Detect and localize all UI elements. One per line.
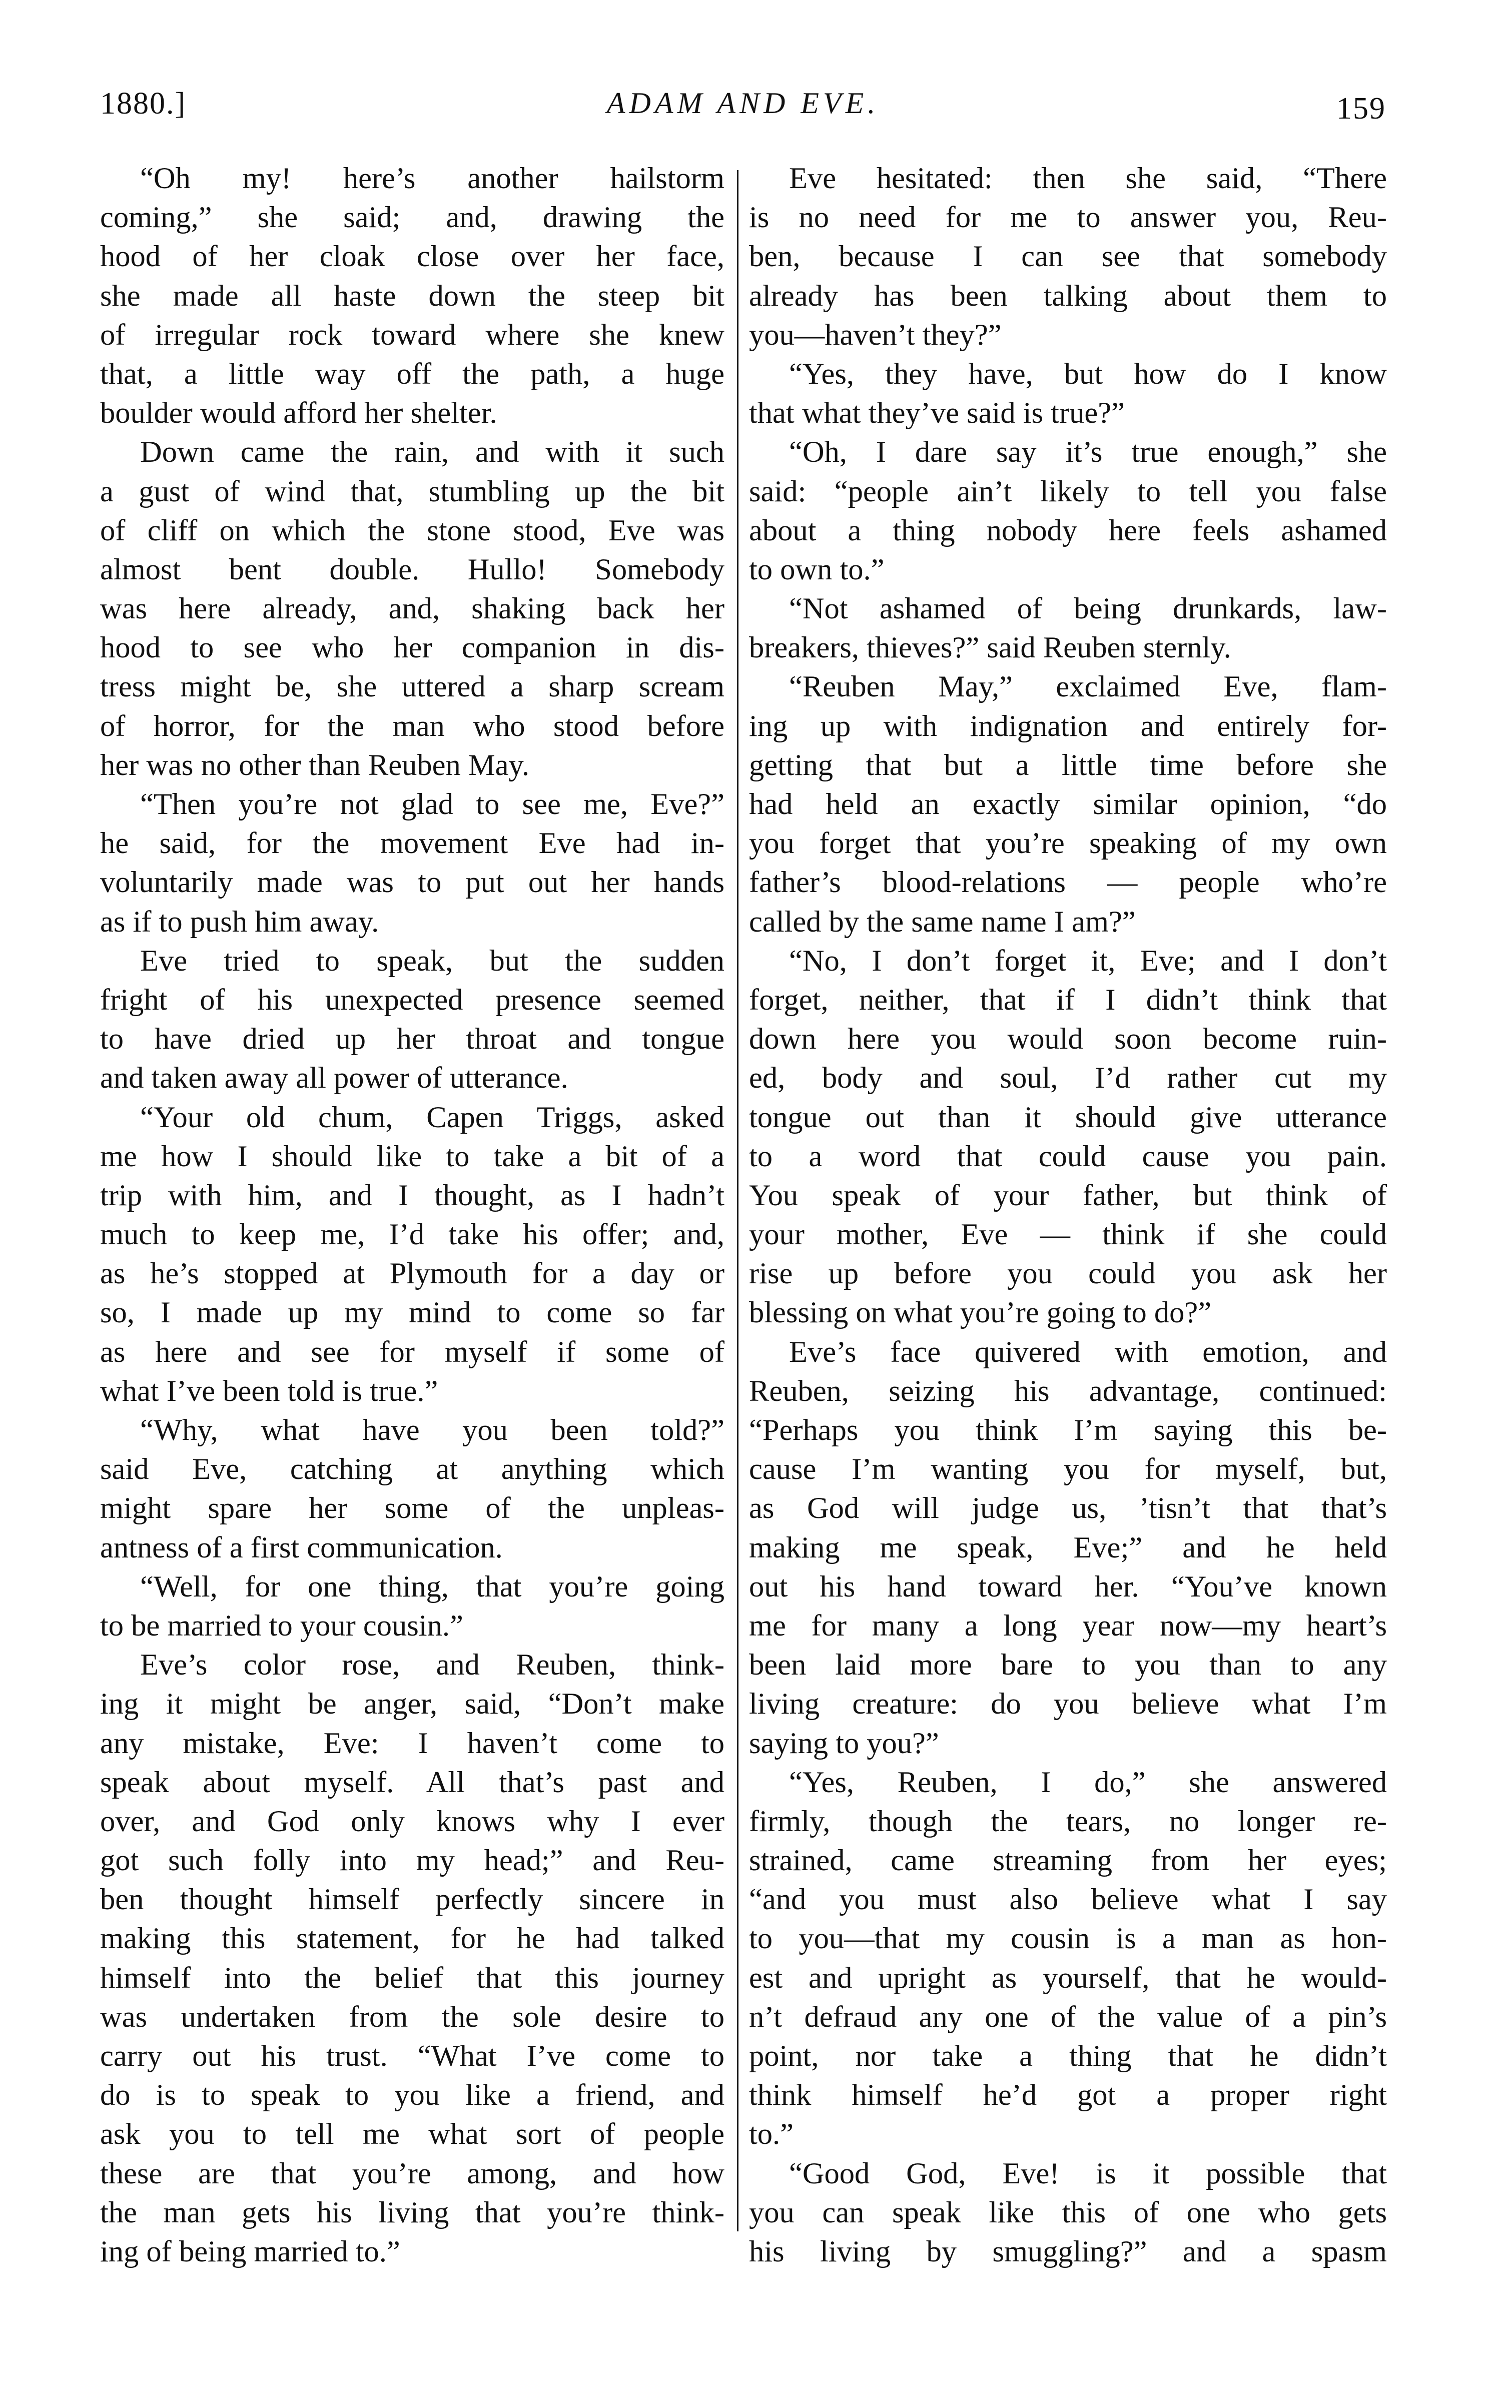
text-line: to own to.” (749, 552, 885, 586)
text-line: boulder would afford her shelter. (100, 396, 497, 430)
text-line: his living by smuggling?” and a spasm (749, 2234, 1387, 2268)
text-line: ing up with indignation and entirely for- (749, 709, 1387, 743)
text-line: what I’ve been told is true.” (100, 1374, 438, 1408)
text-line: about a thing nobody here feels ashamed (749, 513, 1387, 547)
text-line: to a word that could cause you pain. (749, 1139, 1387, 1173)
text-line: was here already, and, shaking back her (100, 592, 724, 626)
text-line: living creature: do you believe what I’m (749, 1687, 1387, 1721)
text-line: You speak of your father, but think of (749, 1178, 1387, 1212)
text-line: and taken away all power of utterance. (100, 1061, 568, 1095)
text-line: getting that but a little time before she (749, 748, 1387, 782)
text-line: out his hand toward her. “You’ve known (749, 1569, 1387, 1603)
text-line: said: “people ain’t likely to tell you false (749, 474, 1387, 508)
text-line: ing of being married to.” (100, 2234, 400, 2268)
text-line: that, a little way off the path, a huge (100, 357, 724, 391)
right-column (749, 159, 1387, 2271)
text-line: to.” (749, 2117, 794, 2151)
text-line: fright of his unexpected presence seemed (100, 983, 724, 1017)
text-line: father’s blood-relations — people who’re (749, 866, 1387, 900)
text-line: “Good God, Eve! is it possible that (789, 2156, 1387, 2190)
text-line: blessing on what you’re going to do?” (749, 1296, 1212, 1330)
column-divider (737, 170, 738, 2231)
text-line: saying to you?” (749, 1726, 939, 1760)
text-line: “Then you’re not glad to see me, Eve?” (140, 787, 724, 821)
text-line: down here you would soon become ruin- (749, 1022, 1387, 1056)
text-line: your mother, Eve — think if she could (749, 1218, 1387, 1252)
text-line: firmly, though the tears, no longer re- (749, 1804, 1387, 1838)
text-line: forget, neither, that if I didn’t think that (749, 983, 1387, 1017)
text-line: Eve’s color rose, and Reuben, think- (140, 1648, 724, 1682)
text-line: Down came the rain, and with it such (140, 435, 724, 469)
text-line: “Yes, Reuben, I do,” she answered (789, 1765, 1387, 1799)
text-line: making this statement, for he had talked (100, 1922, 724, 1956)
text-line: much to keep me, I’d take his offer; and, (100, 1218, 724, 1252)
text-line: do is to speak to you like a friend, and (100, 2078, 724, 2112)
text-line: to be married to your cousin.” (100, 1609, 463, 1643)
text-line: been laid more bare to you than to any (749, 1648, 1387, 1682)
text-line: Eve hesitated: then she said, “There (789, 162, 1387, 195)
text-line: coming,” she said; and, drawing the (100, 201, 724, 235)
text-line: hood of her cloak close over her face, (100, 240, 724, 274)
text-line: might spare her some of the unpleas- (100, 1491, 724, 1525)
text-line: est and upright as yourself, that he would- (749, 1961, 1387, 1995)
text-line: Reuben, seizing his advantage, continued: (749, 1374, 1387, 1408)
text-line: speak about myself. All that’s past and (100, 1765, 724, 1799)
text-line: hood to see who her companion in dis- (100, 631, 724, 665)
text-line: of horror, for the man who stood before (100, 709, 724, 743)
text-line: himself into the belief that this journey (100, 1961, 724, 1995)
text-line: “No, I don’t forget it, Eve; and I don’t (789, 944, 1387, 978)
text-line: almost bent double. Hullo! Somebody (100, 552, 724, 586)
text-line: “Well, for one thing, that you’re going (140, 1569, 724, 1603)
text-line: Eve tried to speak, but the sudden (140, 944, 724, 978)
text-line: ben thought himself perfectly sincere in (100, 1883, 724, 1917)
text-line: antness of a first communication. (100, 1530, 503, 1564)
text-line: already has been talking about them to (749, 279, 1387, 313)
text-line: any mistake, Eve: I haven’t come to (100, 1726, 724, 1760)
running-head-year: 1880.] (100, 87, 187, 121)
text-line: as here and see for myself if some of (100, 1335, 724, 1369)
text-line: “Why, what have you been told?” (140, 1413, 724, 1447)
text-line: as God will judge us, ’tisn’t that that’s (749, 1491, 1387, 1525)
text-line: had held an exactly similar opinion, “do (749, 787, 1387, 821)
text-line: as he’s stopped at Plymouth for a day or (100, 1257, 724, 1291)
text-line: so, I made up my mind to come so far (100, 1296, 724, 1330)
text-line: making me speak, Eve;” and he held (749, 1530, 1387, 1564)
text-line: a gust of wind that, stumbling up the bit (100, 474, 724, 508)
text-line: is no need for me to answer you, Reu- (749, 201, 1387, 235)
text-line: me how I should like to take a bit of a (100, 1139, 724, 1173)
text-line: Eve’s face quivered with emotion, and (789, 1335, 1387, 1369)
running-head-title: ADAM AND EVE. (606, 87, 880, 120)
text-line: n’t defraud any one of the value of a pin’s (749, 2000, 1387, 2034)
text-line: “Perhaps you think I’m saying this be- (749, 1413, 1387, 1447)
text-line: carry out his trust. “What I’ve come to (100, 2039, 724, 2073)
text-line: the man gets his living that you’re think- (100, 2195, 724, 2229)
text-line: you forget that you’re speaking of my own (749, 827, 1387, 861)
text-line: me for many a long year now—my heart’s (749, 1609, 1387, 1643)
text-line: “Reuben May,” exclaimed Eve, flam- (789, 670, 1387, 704)
text-line: as if to push him away. (100, 905, 379, 939)
text-line: breakers, thieves?” said Reuben sternly. (749, 631, 1231, 665)
text-line: trip with him, and I thought, as I hadn’t (100, 1178, 724, 1212)
text-line: ask you to tell me what sort of people (100, 2117, 724, 2151)
text-line: voluntarily made was to put out her hands (100, 866, 724, 900)
text-line: think himself he’d got a proper right (749, 2078, 1387, 2112)
text-line: tongue out than it should give utterance (749, 1100, 1387, 1134)
text-line: tress might be, she uttered a sharp scream (100, 670, 724, 704)
text-line: of irregular rock toward where she knew (100, 318, 724, 352)
text-line: to have dried up her throat and tongue (100, 1022, 724, 1056)
text-line: you can speak like this of one who gets (749, 2195, 1387, 2229)
text-line: ing it might be anger, said, “Don’t make (100, 1687, 724, 1721)
text-line: “Oh my! here’s another hailstorm (140, 162, 724, 195)
text-line: was undertaken from the sole desire to (100, 2000, 724, 2034)
text-line: you—haven’t they?” (749, 318, 1002, 352)
text-line: rise up before you could you ask her (749, 1257, 1387, 1291)
text-line: “Not ashamed of being drunkards, law- (789, 592, 1387, 626)
text-line: cause I’m wanting you for myself, but, (749, 1452, 1387, 1486)
text-line: called by the same name I am?” (749, 905, 1136, 939)
text-line: “Oh, I dare say it’s true enough,” she (789, 435, 1387, 469)
text-line: got such folly into my head;” and Reu- (100, 1844, 724, 1878)
text-line: point, nor take a thing that he didn’t (749, 2039, 1387, 2073)
text-line: of cliff on which the stone stood, Eve was (100, 513, 724, 547)
text-line: strained, came streaming from her eyes; (749, 1844, 1387, 1878)
text-line: “Your old chum, Capen Triggs, asked (140, 1100, 724, 1134)
text-line: ben, because I can see that somebody (749, 240, 1387, 274)
text-line: “Yes, they have, but how do I know (789, 357, 1387, 391)
text-line: her was no other than Reuben May. (100, 748, 529, 782)
text-line: he said, for the movement Eve had in- (100, 827, 724, 861)
text-line: over, and God only knows why I ever (100, 1804, 724, 1838)
page-number: 159 (1336, 92, 1386, 126)
text-line: “and you must also believe what I say (749, 1883, 1387, 1917)
running-head (100, 80, 1386, 125)
text-line: said Eve, catching at anything which (100, 1452, 724, 1486)
text-line: ed, body and soul, I’d rather cut my (749, 1061, 1387, 1095)
text-line: to you—that my cousin is a man as hon- (749, 1922, 1387, 1956)
text-line: that what they’ve said is true?” (749, 396, 1125, 430)
text-line: she made all haste down the steep bit (100, 279, 724, 313)
text-line: these are that you’re among, and how (100, 2156, 724, 2190)
left-column (100, 159, 724, 2271)
